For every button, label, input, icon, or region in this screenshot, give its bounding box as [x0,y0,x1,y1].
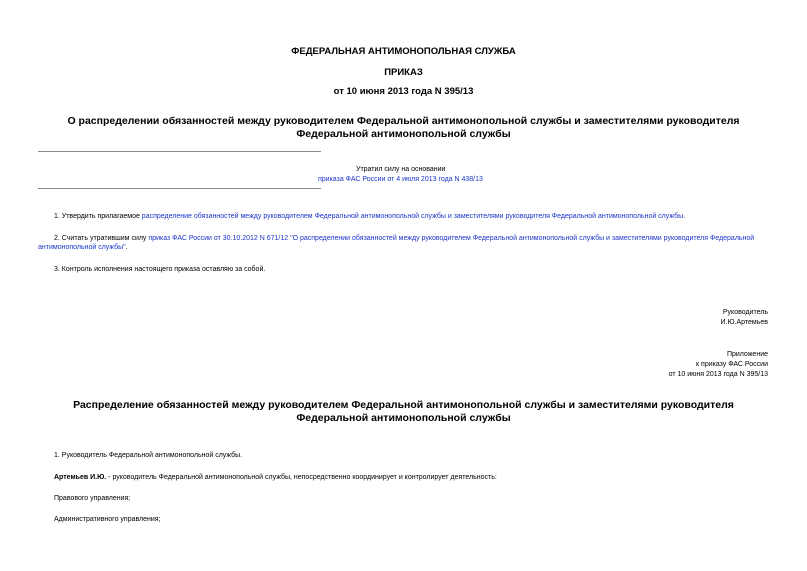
paragraph-1-end: . [683,213,686,220]
divider-bottom [38,188,321,189]
paragraph-2-end: . [125,244,128,251]
document-title: О распределении обязанностей между руководителем Федеральной антимонопольной службы и заместителями руководителя Федеральной антимонопольной службы [67,115,740,140]
appendix-label: Приложение [726,351,768,358]
paragraph-3: 3. Контроль исполнения настоящего приказа оставляю за собой. [54,266,266,273]
status-note: Утратил силу на основании [356,166,446,173]
person-duties [54,473,774,482]
previous-order-link[interactable]: приказ ФАС России от 30.10.2012 N 671/12 "О распределении обязанностей между руководителем Федеральной антимонопольной службы и заместителями руководителя Федеральной антимонопольной службы" [38,235,755,251]
divider-top [38,151,321,152]
person-description: - руководитель Федеральной антимонопольной службы, непосредственно координирует и контролирует деятельность: [106,474,497,481]
distribution-link[interactable]: распределение обязанностей между руководителем Федеральной антимонопольной службы и заместителями руководителя Федеральной антимонопольной службы [141,213,684,220]
appendix-order-ref: к приказу ФАС России [696,361,768,368]
paragraph-2 [38,234,773,252]
repeal-order-link[interactable]: приказа ФАС России от 4 июля 2013 года N 438/13 [318,176,483,183]
signature-name: И.Ю.Артемьев [720,319,768,326]
agency-name: ФЕДЕРАЛЬНАЯ АНТИМОНОПОЛЬНАЯ СЛУЖБА [291,46,516,57]
document-date-number: от 10 июня 2013 года N 395/13 [333,86,474,97]
section-item-1: 1. Руководитель Федеральной антимонопольной службы. [54,452,243,459]
section-title: Распределение обязанностей между руководителем Федеральной антимонопольной службы и заместителями руководителя Федеральной антимонопольной службы [73,399,734,424]
person-name: Артемьев И.Ю. [54,474,107,481]
appendix-date-number: от 10 июня 2013 года N 395/13 [668,371,768,378]
department-item: Административного управления; [54,516,161,523]
paragraph-1-text: 1. Утвердить прилагаемое [54,213,142,220]
signature-position: Руководитель [722,309,768,316]
paragraph-1 [54,212,774,221]
paragraph-2-text: 2. Считать утратившим силу [54,235,149,242]
department-item: Правового управления; [54,495,131,502]
document-type: ПРИКАЗ [384,67,423,78]
